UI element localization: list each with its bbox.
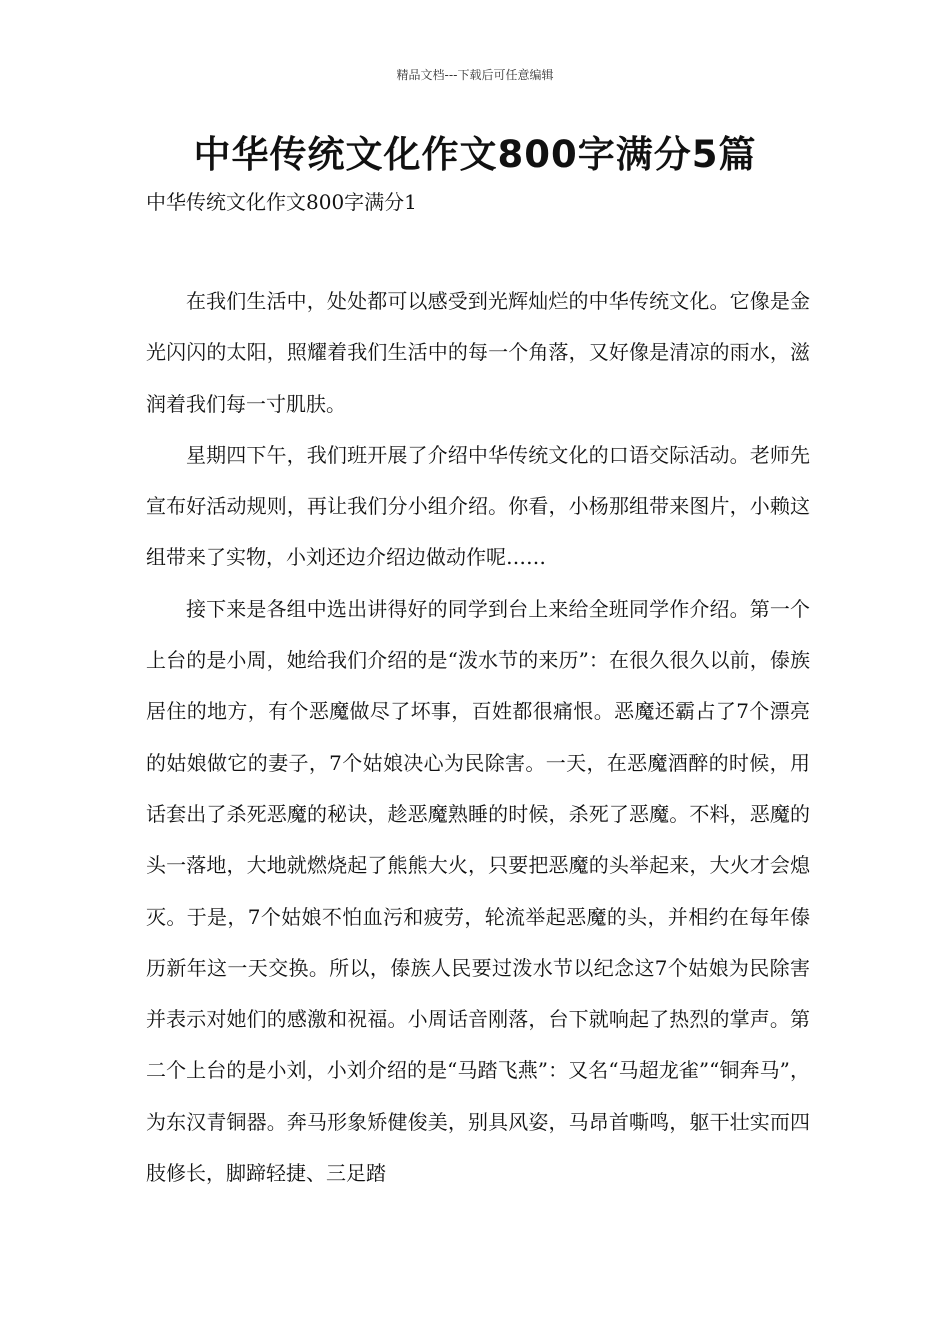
document-body bbox=[146, 276, 810, 1199]
document-subtitle: 中华传统文化作文800字满分1 bbox=[146, 190, 417, 214]
header-note: 精品文档---下载后可任意编辑 bbox=[396, 68, 554, 82]
document-title: 中华传统文化作文800字满分5篇 bbox=[193, 133, 757, 176]
paragraph-2: 星期四下午，我们班开展了介绍中华传统文化的口语交际活动。老师先宣布好活动规则，再让我们分小组介绍。你看，小杨那组带来图片，小赖这组带来了实物，小刘还边介绍边做动作呢…… bbox=[146, 442, 810, 570]
paragraph-3: 接下来是各组中选出讲得好的同学到台上来给全班同学作介绍。第一个上台的是小周，她给我们介绍的是“泼水节的来历”：在很久很久以前，傣族居住的地方，有个恶魔做尽了坏事，百姓都很痛恨。恶魔还霸占了7个漂亮的姑娘做它的妻子，7个姑娘决心为民除害。一天，在恶魔酒醉的时候，用话套出了杀死恶魔的秘诀，趁恶魔熟睡的时候，杀死了恶魔。不料，恶魔的头一落地，大地就燃烧起了熊熊大火，只要把恶魔的头举起来，大火才会熄灭。于是，7个姑娘不怕血污和疲劳，轮流举起恶魔的头，并相约在每年傣历新年这一天交换。所以，傣族人民要过泼水节以纪念这7个姑娘为民除害并表示对她们的感激和祝福。小周话音刚落，台下就响起了热烈的掌声。第二个上台的是小刘，小刘介绍的是“马踏飞燕”：又名“马超龙雀”“铜奔马”，为东汉青铜器。奔马形象矫健俊美，别具风姿，马昂首嘶鸣，躯干壮实而四肢修长，脚蹄轻捷、三足踏 bbox=[146, 596, 810, 1186]
paragraph-1: 在我们生活中，处处都可以感受到光辉灿烂的中华传统文化。它像是金光闪闪的太阳，照耀着我们生活中的每一个角落，又好像是清凉的雨水，滋润着我们每一寸肌肤。 bbox=[146, 289, 810, 416]
